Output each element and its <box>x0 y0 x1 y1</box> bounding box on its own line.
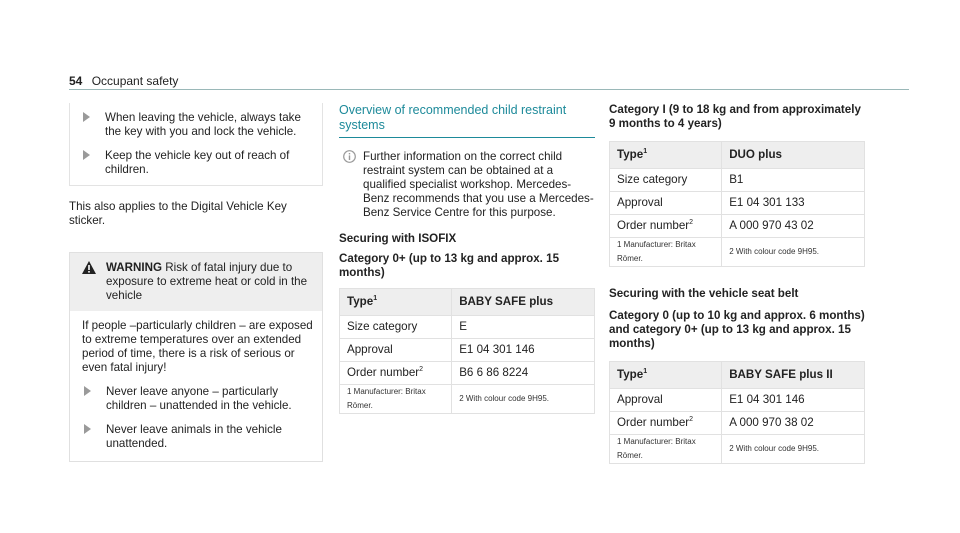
child-seat-table <box>609 141 865 267</box>
info-icon <box>343 150 356 163</box>
table-header-row <box>610 142 865 169</box>
warning-header <box>70 253 322 311</box>
table-footnote-row <box>340 385 595 414</box>
footnote: 1 Manufacturer: Britax Römer. <box>610 238 722 267</box>
table-row: Order number$^2$ B6 6 86 8224 <box>340 362 595 385</box>
header-divider <box>69 89 909 90</box>
page-number: 54 <box>69 74 83 88</box>
table-footnote-row <box>610 435 865 464</box>
info-note: Further information on the correct child restraint system can be obtained at a qualified specialist workshop. Mercedes-Benz recommends that you use a Mercedes-Benz Service Centre for this purpose. <box>339 150 595 220</box>
table-header-cell: BABY SAFE plus <box>452 289 595 316</box>
arrow-right-icon <box>83 112 90 122</box>
warning-box <box>69 252 323 462</box>
warning-triangle-icon <box>82 261 96 274</box>
table-row: Approval E1 04 301 146 <box>340 339 595 362</box>
table-header-cell: DUO plus <box>722 142 865 169</box>
table-row: Size category E <box>340 316 595 339</box>
arrow-right-icon <box>84 424 91 434</box>
column-3 <box>609 103 865 464</box>
table-header-row <box>340 289 595 316</box>
subheading: Category I (9 to 18 kg and from approximately 9 months to 4 years) <box>609 103 861 130</box>
arrow-right-icon <box>84 386 91 396</box>
table-row: Approval E1 04 301 133 <box>610 192 865 215</box>
table-header-cell: Type$^1$ <box>340 289 452 316</box>
subheading: Category 0 (up to 10 kg and approx. 6 months) and category 0+ (up to 13 kg and approx. 15 months) <box>609 309 865 350</box>
list-item: Never leave anyone – particularly children – unattended in the vehicle. <box>82 385 314 413</box>
bullet-list-box <box>69 103 323 186</box>
table-header-cell: Type$^1$ <box>610 362 722 389</box>
warning-label: WARNING <box>106 261 163 274</box>
table-row: Approval E1 04 301 146 <box>610 389 865 412</box>
list-item: When leaving the vehicle, always take the key with you and lock the vehicle. <box>70 111 314 139</box>
warning-body <box>70 311 322 461</box>
table-row: Size category B1 <box>610 169 865 192</box>
table-header-cell: BABY SAFE plus II <box>722 362 865 389</box>
footnote: 1 Manufacturer: Britax Römer. <box>340 385 452 414</box>
footnote: 2 With colour code 9H95. <box>722 435 865 464</box>
footnote: 1 Manufacturer: Britax Römer. <box>610 435 722 464</box>
column-2 <box>339 103 595 414</box>
section-title: Occupant safety <box>91 74 179 88</box>
page-header <box>69 74 178 88</box>
section-heading: Overview of recommended child restraint systems <box>339 103 595 138</box>
paragraph: This also applies to the Digital Vehicle Key sticker. <box>69 200 287 227</box>
table-header-cell: Type$^1$ <box>610 142 722 169</box>
child-seat-table <box>609 361 865 464</box>
column-1 <box>69 103 323 462</box>
subheading: Category 0+ (up to 13 kg and approx. 15 months) <box>339 252 560 279</box>
warning-title: Risk of fatal injury due to exposure to extreme heat or cold in the vehicle <box>106 261 308 302</box>
list-item: Never leave animals in the vehicle unattended. <box>82 423 314 451</box>
child-seat-table <box>339 288 595 414</box>
arrow-right-icon <box>83 150 90 160</box>
table-row: Order number$^2$ A 000 970 38 02 <box>610 412 865 435</box>
warning-text: If people –particularly children – are exposed to extreme temperatures over an extended period of time, there is a risk of serious or even fatal injury! <box>82 319 313 374</box>
footnote: 2 With colour code 9H95. <box>722 238 865 267</box>
list-item: Keep the vehicle key out of reach of children. <box>70 149 314 177</box>
subheading: Securing with the vehicle seat belt <box>609 287 799 300</box>
table-header-row <box>610 362 865 389</box>
footnote: 2 With colour code 9H95. <box>452 385 595 414</box>
table-row: Order number$^2$ A 000 970 43 02 <box>610 215 865 238</box>
subheading: Securing with ISOFIX <box>339 232 457 245</box>
table-footnote-row <box>610 238 865 267</box>
